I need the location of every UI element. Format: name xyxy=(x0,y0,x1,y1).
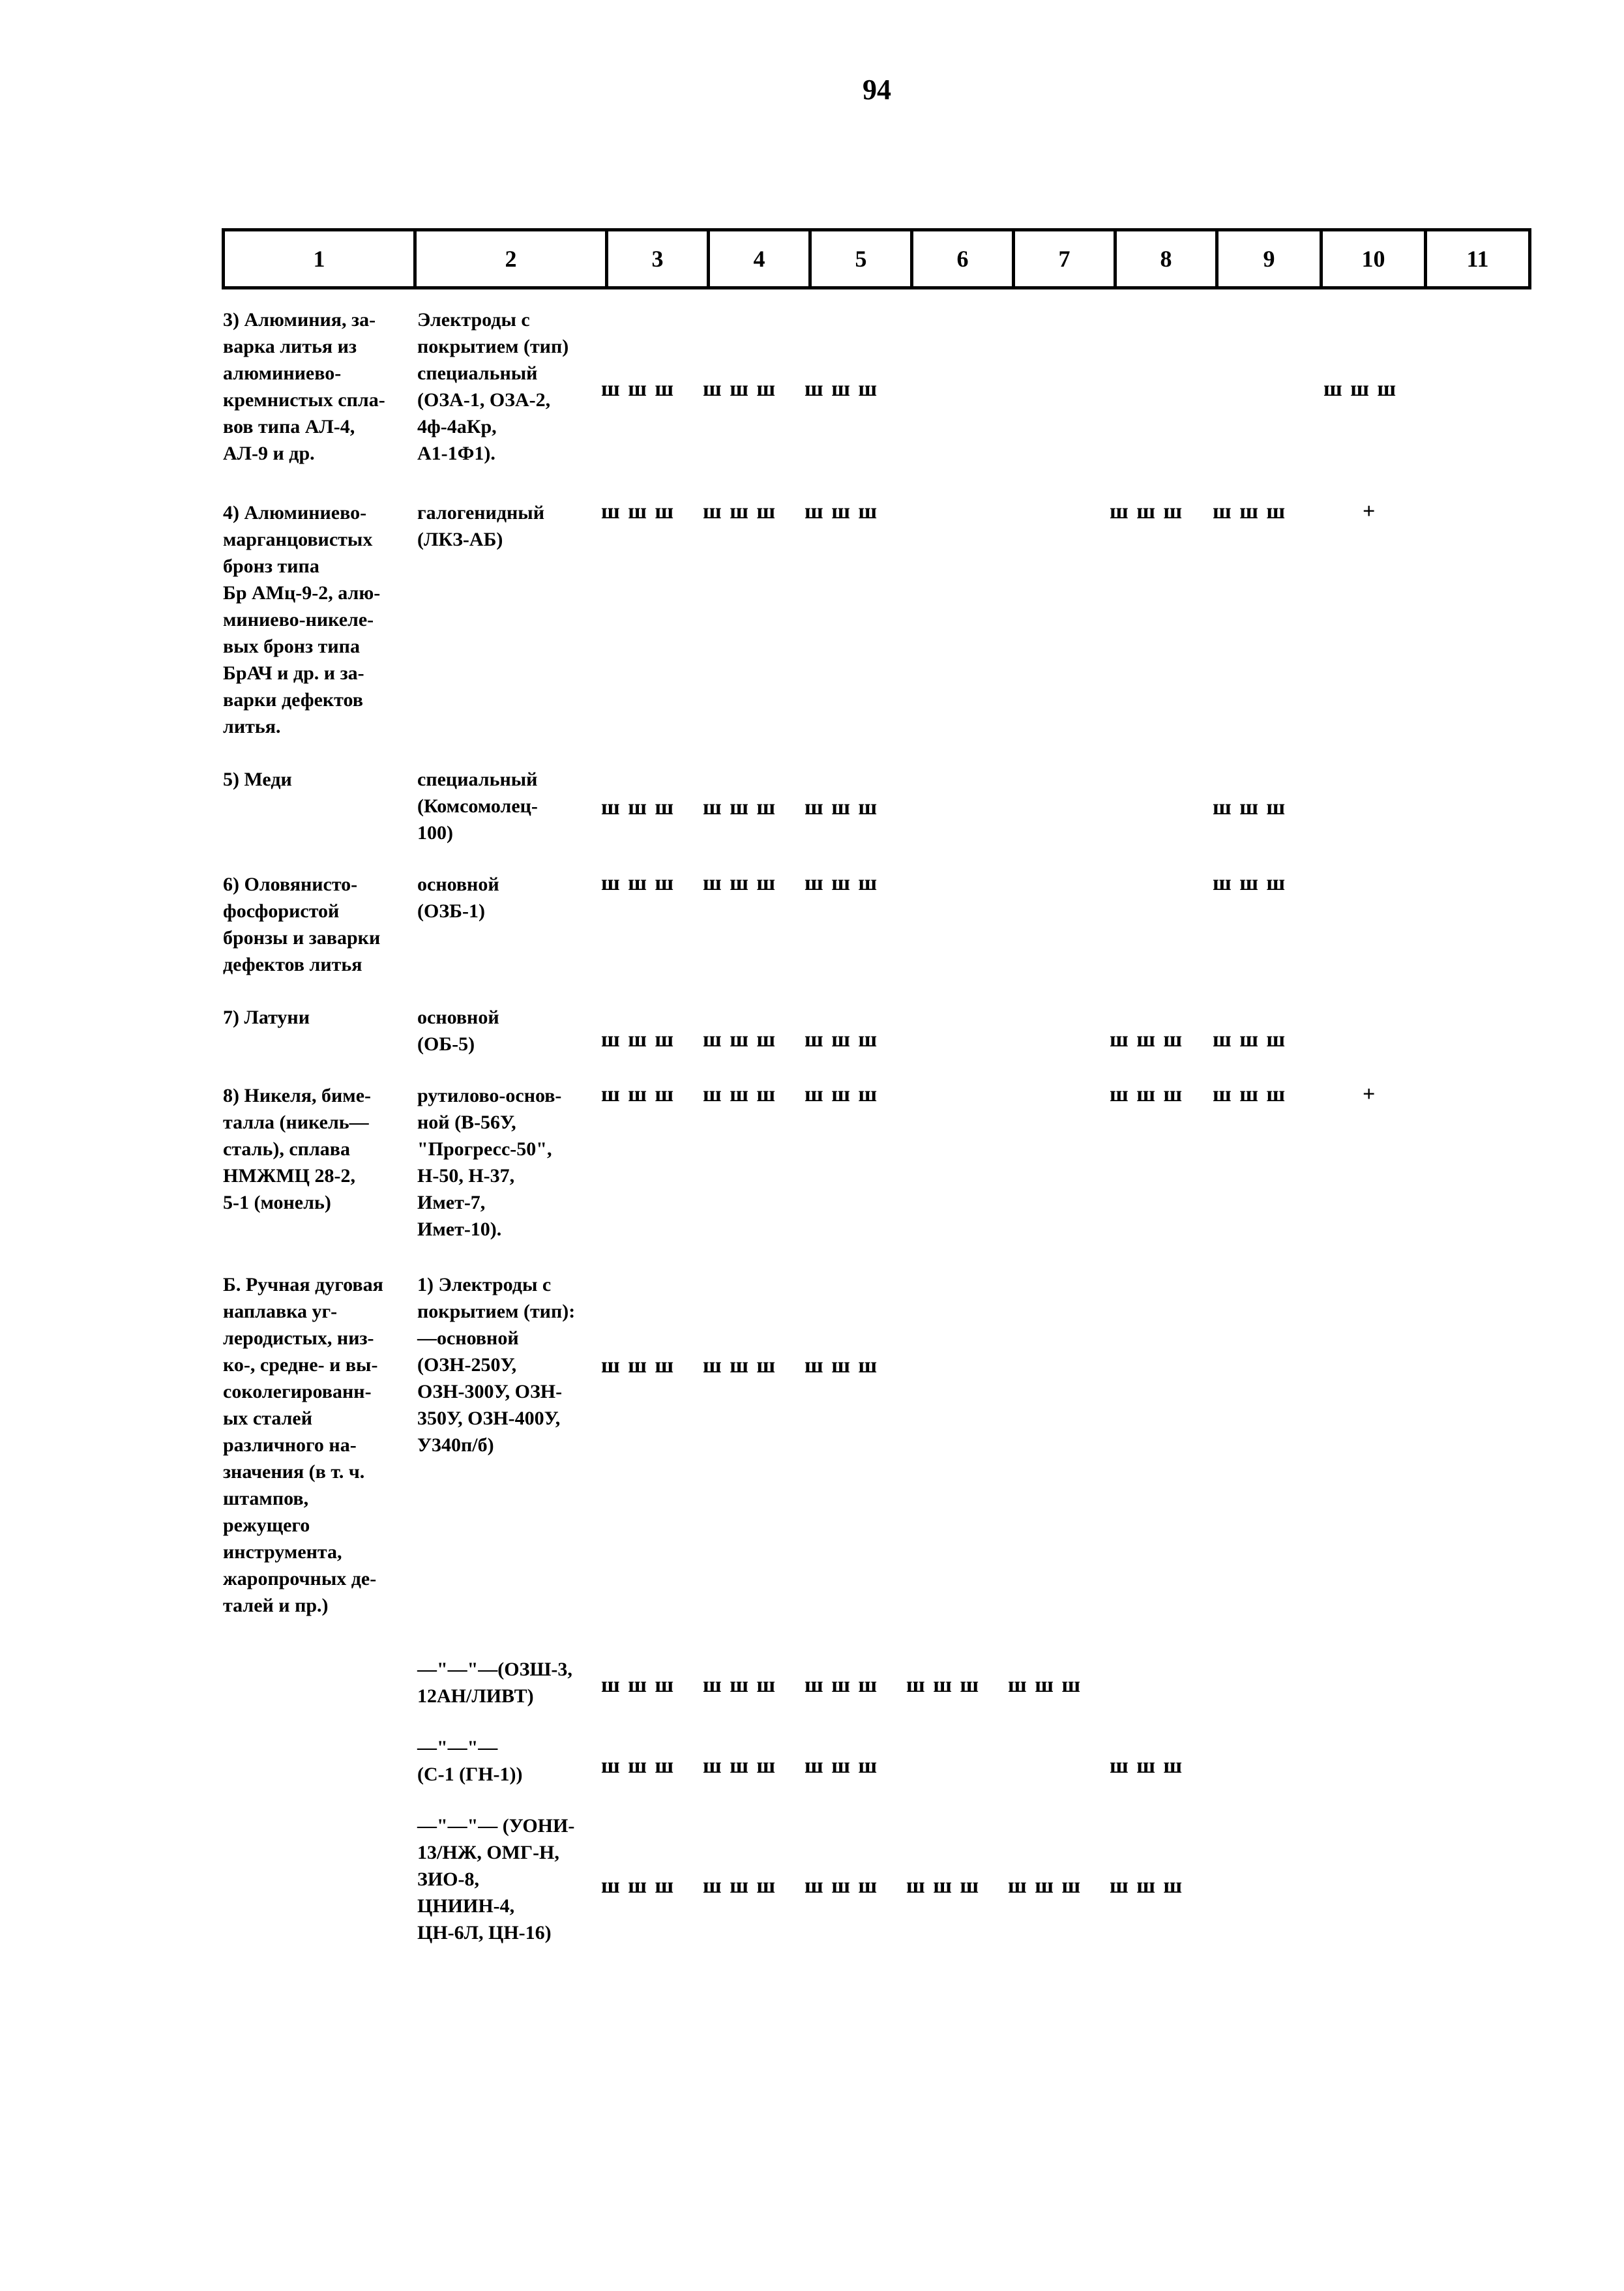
column-header-8: 8 xyxy=(1115,230,1217,288)
material-cell: 8) Никеля, биме- талла (никель— сталь), сплава НМЖМЦ 28-2, 5-1 (монель) xyxy=(223,1085,372,1213)
material-cell: 6) Оловянисто- фосфористой бронзы и заварки дефектов литья xyxy=(223,874,381,975)
plus-mark-col-10: + xyxy=(1363,1082,1377,1106)
mark-col-5: ш ш ш xyxy=(805,1874,879,1898)
mark-col-4: ш ш ш xyxy=(703,1874,777,1898)
mark-col-5: ш ш ш xyxy=(805,1082,879,1106)
mark-col-5: ш ш ш xyxy=(805,1027,879,1052)
mark-col-7: ш ш ш xyxy=(1008,1874,1082,1898)
electrode-cell: Электроды с покрытием (тип) специальный (ОЗА-1, ОЗА-2, 4ф-4аКр, А1-1Ф1). xyxy=(417,309,569,464)
mark-col-3: ш ш ш xyxy=(601,1353,675,1378)
electrode-cell: —"—"— (С-1 (ГН-1)) xyxy=(417,1737,523,1785)
mark-col-3: ш ш ш xyxy=(601,871,675,895)
electrode-cell: —"—"— (УОНИ- 13/НЖ, ОМГ-Н, ЗИО-8, ЦНИИН-4, ЦН-6Л, ЦН-16) xyxy=(417,1815,575,1944)
mark-col-7: ш ш ш xyxy=(1008,1673,1082,1697)
column-header-10: 10 xyxy=(1321,230,1426,288)
column-header-5: 5 xyxy=(810,230,912,288)
mark-col-9: ш ш ш xyxy=(1213,1082,1287,1106)
mark-col-6: ш ш ш xyxy=(906,1673,981,1697)
plus-mark-col-10: + xyxy=(1363,499,1377,524)
mark-col-4: ш ш ш xyxy=(703,1673,777,1697)
mark-col-5: ш ш ш xyxy=(805,1754,879,1778)
mark-col-5: ш ш ш xyxy=(805,1673,879,1697)
electrode-cell: галогенидный (ЛКЗ-АБ) xyxy=(417,502,544,550)
mark-col-8: ш ш ш xyxy=(1110,1754,1184,1778)
material-cell: 5) Меди xyxy=(223,769,292,790)
mark-col-4: ш ш ш xyxy=(703,377,777,401)
electrode-cell: рутилово-основ- ной (В-56У, "Прогресс-50", Н-50, Н-37, Имет-7, Имет-10). xyxy=(417,1085,562,1240)
mark-col-6: ш ш ш xyxy=(906,1874,981,1898)
electrode-cell: —"—"—(ОЗШ-3, 12АН/ЛИВТ) xyxy=(417,1659,572,1707)
electrode-cell: основной (ОЗБ-1) xyxy=(417,874,499,922)
material-cell: 4) Алюминиево- марганцовистых бронз типа Бр АМц-9-2, алю- миниево-никеле- вых бронз типа БрАЧ и др. и за- варки дефектов литья. xyxy=(223,502,381,737)
mark-col-10: ш ш ш xyxy=(1323,377,1398,401)
mark-col-8: ш ш ш xyxy=(1110,1082,1184,1106)
mark-col-4: ш ш ш xyxy=(703,795,777,820)
mark-col-3: ш ш ш xyxy=(601,1082,675,1106)
mark-col-9: ш ш ш xyxy=(1213,499,1287,524)
column-header-2: 2 xyxy=(415,230,607,288)
column-header-7: 7 xyxy=(1014,230,1115,288)
mark-col-5: ш ш ш xyxy=(805,377,879,401)
page-number: 94 xyxy=(863,74,891,106)
column-header-6: 6 xyxy=(912,230,1014,288)
mark-col-4: ш ш ш xyxy=(703,1353,777,1378)
mark-col-4: ш ш ш xyxy=(703,871,777,895)
mark-col-8: ш ш ш xyxy=(1110,499,1184,524)
mark-col-3: ш ш ш xyxy=(601,499,675,524)
mark-col-3: ш ш ш xyxy=(601,1027,675,1052)
electrode-cell: 1) Электроды с покрытием (тип): —основной (ОЗН-250У, ОЗН-300У, ОЗН- 350У, ОЗН-400У, У340п/б) xyxy=(417,1274,576,1456)
mark-col-4: ш ш ш xyxy=(703,1754,777,1778)
mark-col-9: ш ш ш xyxy=(1213,871,1287,895)
electrode-cell: специальный (Комсомолец- 100) xyxy=(417,769,538,844)
column-header-11: 11 xyxy=(1426,230,1530,288)
mark-col-9: ш ш ш xyxy=(1213,1027,1287,1052)
mark-col-4: ш ш ш xyxy=(703,499,777,524)
material-cell: Б. Ручная дуговая наплавка уг- леродистых, низ- ко-, средне- и вы- соколегированн- ых сталей различного на- значения (в т. ч. штампов, режущего инструмента, жаропрочных де- талей и пр.) xyxy=(223,1274,383,1616)
mark-col-5: ш ш ш xyxy=(805,1353,879,1378)
column-header-table xyxy=(222,228,1531,289)
mark-col-3: ш ш ш xyxy=(601,1673,675,1697)
material-cell: 3) Алюминия, за- варка литья из алюминиево- кремнистых спла- вов типа АЛ-4, АЛ-9 и др. xyxy=(223,309,385,464)
column-header-1: 1 xyxy=(224,230,415,288)
mark-col-5: ш ш ш xyxy=(805,795,879,820)
mark-col-5: ш ш ш xyxy=(805,499,879,524)
column-header-9: 9 xyxy=(1217,230,1321,288)
mark-col-3: ш ш ш xyxy=(601,1754,675,1778)
mark-col-3: ш ш ш xyxy=(601,377,675,401)
mark-col-3: ш ш ш xyxy=(601,795,675,820)
mark-col-9: ш ш ш xyxy=(1213,795,1287,820)
electrode-cell: основной (ОБ-5) xyxy=(417,1007,499,1055)
column-header-4: 4 xyxy=(709,230,810,288)
mark-col-4: ш ш ш xyxy=(703,1082,777,1106)
mark-col-3: ш ш ш xyxy=(601,1874,675,1898)
mark-col-5: ш ш ш xyxy=(805,871,879,895)
mark-col-4: ш ш ш xyxy=(703,1027,777,1052)
mark-col-8: ш ш ш xyxy=(1110,1874,1184,1898)
material-cell: 7) Латуни xyxy=(223,1007,310,1028)
column-header-3: 3 xyxy=(607,230,709,288)
mark-col-8: ш ш ш xyxy=(1110,1027,1184,1052)
